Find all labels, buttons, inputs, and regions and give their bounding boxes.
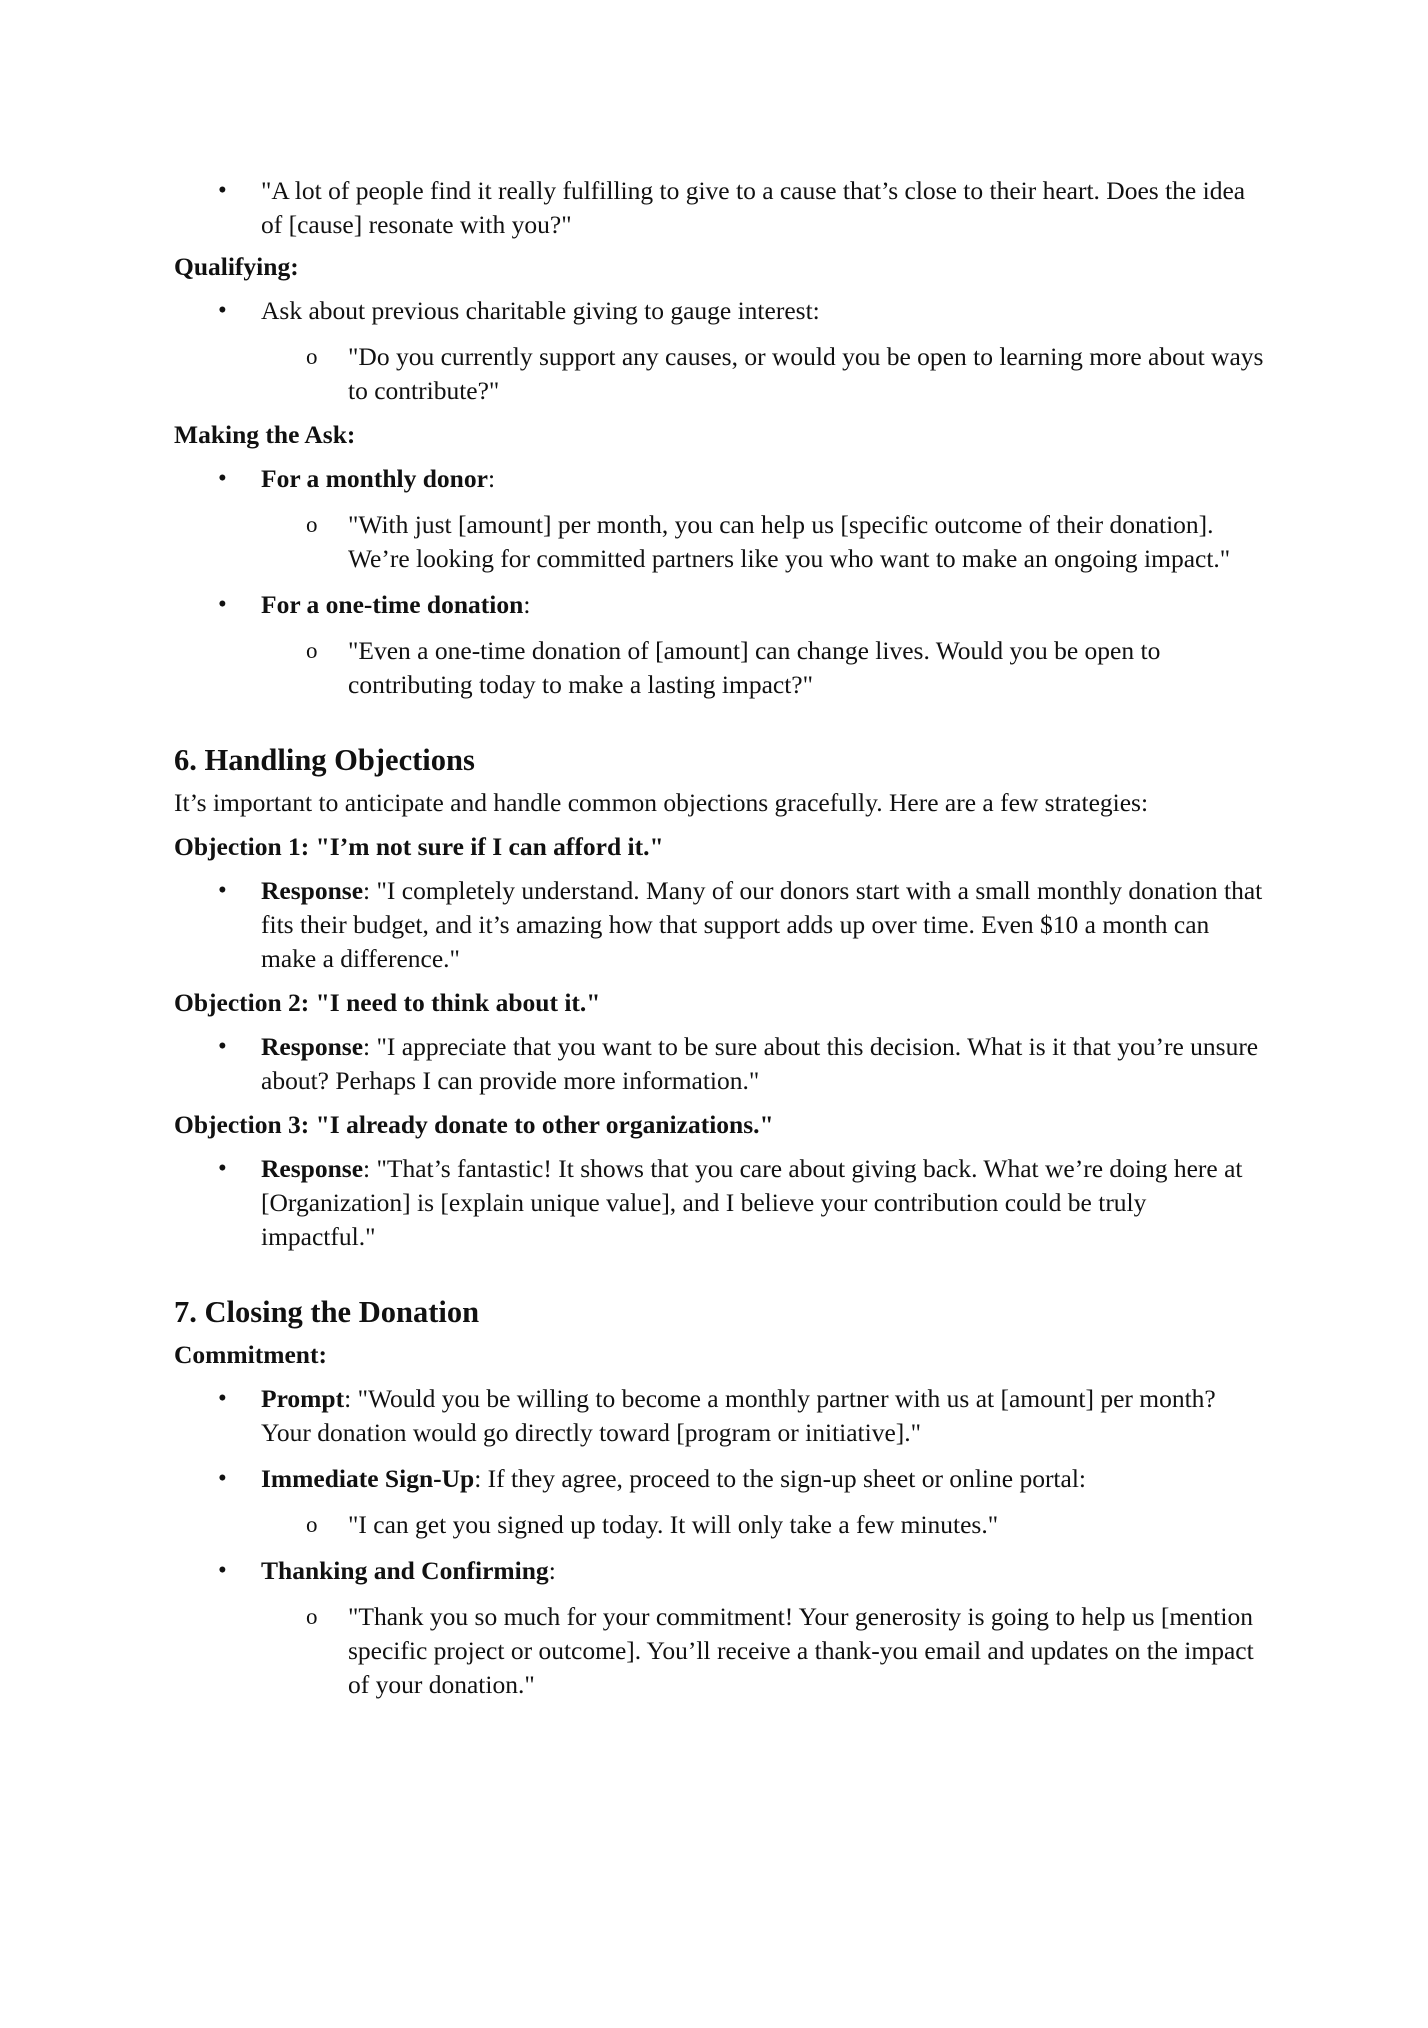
- objection-2-response: [174, 1030, 1264, 1098]
- response-label: Response: [261, 876, 364, 905]
- objection-3-response: [174, 1152, 1264, 1254]
- bullet-text: Ask about previous charitable giving to gauge interest:: [261, 296, 820, 325]
- commitment-label: Commitment:: [174, 1340, 327, 1369]
- sub-bullet-one-time-pitch: [174, 634, 1264, 702]
- sub-bullet-text: "Even a one-time donation of [amount] can change lives. Would you be open to contributing today to make a lasting impact?": [348, 636, 1161, 699]
- bullet-cause-resonate: [174, 174, 1264, 242]
- response-label: Response: [261, 1154, 364, 1183]
- bullet-text: : "Would you be willing to become a monthly partner with us at [amount] per month? Your donation would go directly toward [program or initiative].": [261, 1384, 1216, 1447]
- sub-bullet-thank-you-quote: [174, 1600, 1264, 1702]
- section-7-heading: 7. Closing the Donation: [174, 1295, 480, 1329]
- response-label: Response: [261, 1032, 364, 1061]
- bullet-bold-label: Prompt: [261, 1384, 345, 1413]
- bullet-monthly-donor: [174, 462, 1264, 496]
- bullet-colon: :: [487, 464, 496, 493]
- qualifying-label: Qualifying:: [174, 252, 299, 281]
- sub-bullet-text: "I can get you signed up today. It will only take a few minutes.": [348, 1510, 999, 1539]
- response-text: : "I completely understand. Many of our donors start with a small monthly donation that fits their budget, and it’s amazing how that support adds up over time. Even $10 a month can make a difference.": [261, 876, 1263, 973]
- sub-bullet-support-causes: [174, 340, 1264, 408]
- bullet-bold-label: Immediate Sign-Up: [261, 1464, 475, 1493]
- bullet-one-time-donation: [174, 588, 1264, 622]
- sub-bullet-text: "Thank you so much for your commitment! Your generosity is going to help us [mention specific project or outcome]. You’ll receive a thank-you email and updates on the impact of your donation.": [348, 1602, 1254, 1699]
- sub-bullet-text: "With just [amount] per month, you can help us [specific outcome of their donation]. We’re looking for committed partners like you who want to make an ongoing impact.": [348, 510, 1231, 573]
- bullet-bold-label: For a monthly donor: [261, 464, 488, 493]
- bullet-bold-label: For a one-time donation: [261, 590, 524, 619]
- section-6-intro: It’s important to anticipate and handle common objections gracefully. Here are a few strategies:: [174, 788, 1149, 817]
- bullet-text: : If they agree, proceed to the sign-up sheet or online portal:: [474, 1464, 1087, 1493]
- document-page: [174, 174, 1264, 1702]
- bullet-thanking-confirming: [174, 1554, 1264, 1588]
- sub-bullet-monthly-pitch: [174, 508, 1264, 576]
- objection-3-label: Objection 3: "I already donate to other organizations.": [174, 1110, 774, 1139]
- bullet-bold-label: Thanking and Confirming: [261, 1556, 549, 1585]
- sub-bullet-signup-quote: [174, 1508, 1264, 1542]
- bullet-ask-previous-giving: [174, 294, 1264, 328]
- bullet-text: "A lot of people find it really fulfilling to give to a cause that’s close to their heart. Does the idea of [cause] resonate with you?": [261, 176, 1246, 239]
- objection-1-label: Objection 1: "I’m not sure if I can afford it.": [174, 832, 664, 861]
- sub-bullet-text: "Do you currently support any causes, or would you be open to learning more about ways to contribute?": [348, 342, 1264, 405]
- bullet-immediate-signup: [174, 1462, 1264, 1496]
- response-text: : "I appreciate that you want to be sure about this decision. What is it that you’re unsure about? Perhaps I can provide more information.": [261, 1032, 1259, 1095]
- objection-2-label: Objection 2: "I need to think about it.": [174, 988, 601, 1017]
- bullet-text: :: [548, 1556, 556, 1585]
- section-6-heading: 6. Handling Objections: [174, 743, 475, 777]
- making-ask-label: Making the Ask:: [174, 420, 356, 449]
- bullet-prompt: [174, 1382, 1264, 1450]
- objection-1-response: [174, 874, 1264, 976]
- bullet-colon: :: [523, 590, 531, 619]
- response-text: : "That’s fantastic! It shows that you care about giving back. What we’re doing here at [Organization] is [explain unique value], and I believe your contribution could be truly impactful.": [261, 1154, 1243, 1251]
